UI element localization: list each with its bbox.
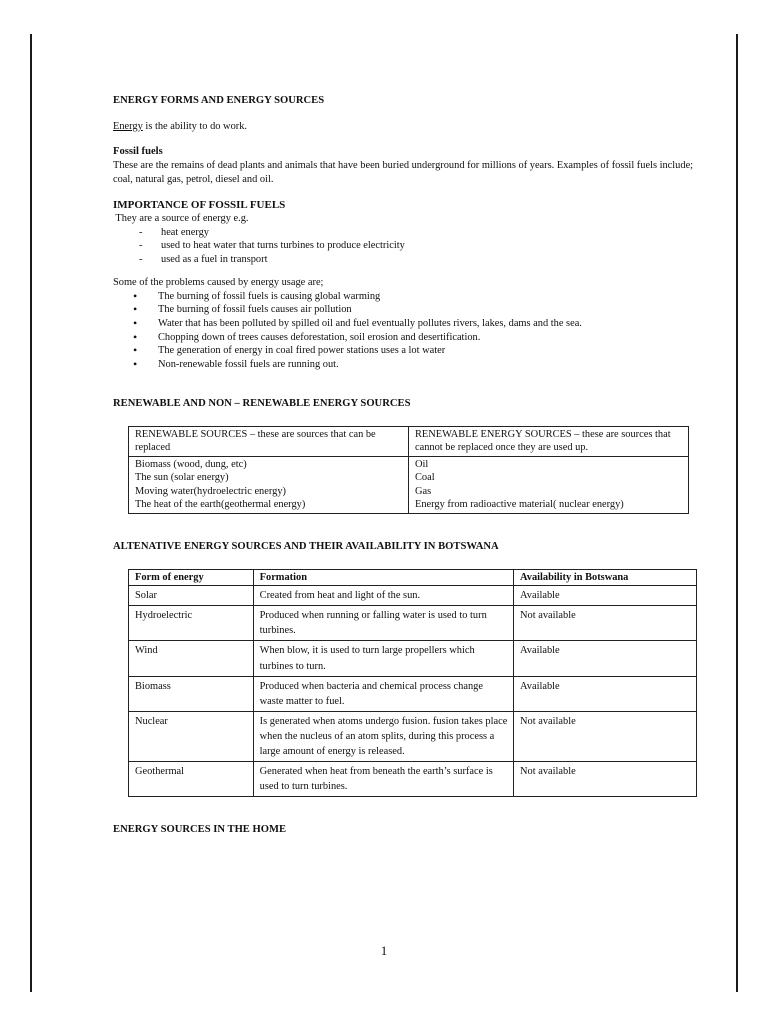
table-cell: RENEWABLE SOURCES – these are sources that can be replaced	[129, 426, 409, 456]
cell-line: The sun (solar energy)	[135, 472, 229, 484]
list-item: - heat energy	[113, 226, 698, 240]
table-cell: Wind	[129, 641, 254, 676]
table-cell: Created from heat and light of the sun.	[253, 586, 513, 606]
cell-line: Gas	[415, 485, 432, 497]
importance-intro: They are a source of energy e.g.	[113, 213, 249, 225]
alternative-heading: ALTENATIVE ENERGY SOURCES AND THEIR AVAILABILITY IN BOTSWANA	[113, 540, 499, 552]
page-number: 1	[380, 943, 388, 958]
cell-line: Oil	[415, 458, 429, 470]
table-cell: Not available	[514, 761, 697, 796]
table-row	[129, 711, 697, 761]
energy-definition-text: is the ability to do work.	[142, 120, 248, 132]
list-item: • Non-renewable fossil fuels are running out.	[113, 358, 698, 372]
table-row	[129, 761, 697, 796]
table-cell	[409, 456, 689, 513]
table-row	[129, 426, 689, 456]
home-energy-heading: ENERGY SOURCES IN THE HOME	[113, 824, 287, 836]
table-cell: Nuclear	[129, 711, 254, 761]
cell-line: Energy from radioactive material( nuclear energy)	[415, 499, 624, 511]
table-cell: Hydroelectric	[129, 606, 254, 641]
importance-list	[113, 226, 698, 267]
table-cell: Available	[514, 676, 697, 711]
table-cell: Produced when bacteria and chemical process change waste matter to fuel.	[253, 676, 513, 711]
list-item: • Water that has been polluted by spilled oil and fuel eventually pollutes rivers, lakes, dams and the sea.	[113, 317, 698, 331]
table-cell: Available	[514, 586, 697, 606]
problems-intro: Some of the problems caused by energy usage are;	[113, 277, 324, 289]
table-cell: Generated when heat from beneath the earth’s surface is used to turn turbines.	[253, 761, 513, 796]
table-cell: Geothermal	[129, 761, 254, 796]
cell-line: Coal	[415, 472, 435, 484]
energy-definition	[113, 120, 698, 134]
fossil-fuels-heading: Fossil fuels	[113, 146, 163, 158]
table-cell: Not available	[514, 711, 697, 761]
problems-list	[113, 290, 698, 371]
table-cell: Solar	[129, 586, 254, 606]
table-row	[129, 676, 697, 711]
renewable-table	[128, 426, 689, 514]
list-item: • Chopping down of trees causes deforestation, soil erosion and desertification.	[113, 331, 698, 345]
column-header: Availability in Botswana	[514, 569, 697, 586]
cell-line: Moving water(hydroelectric energy)	[135, 485, 286, 497]
table-row	[129, 606, 697, 641]
table-cell: When blow, it is used to turn large propellers which turbines to turn.	[253, 641, 513, 676]
importance-heading: IMPORTANCE OF FOSSIL FUELS	[113, 199, 286, 212]
table-header-row	[129, 569, 697, 586]
table-cell: Not available	[514, 606, 697, 641]
document-page	[113, 94, 698, 837]
table-row	[129, 641, 697, 676]
list-item: - used as a fuel in transport	[113, 253, 698, 267]
list-item: • The burning of fossil fuels is causing global warming	[113, 290, 698, 304]
table-row	[129, 456, 689, 513]
left-margin-line	[30, 34, 32, 992]
document-title: ENERGY FORMS AND ENERGY SOURCES	[113, 95, 325, 106]
table-cell: Is generated when atoms undergo fusion. fusion takes place when the nucleus of an atom splits, during this process a large amount of energy is released.	[253, 711, 513, 761]
energy-term: Energy	[113, 120, 143, 132]
column-header: Formation	[253, 569, 513, 586]
column-header: Form of energy	[129, 569, 254, 586]
table-row	[129, 586, 697, 606]
alternative-table	[128, 569, 697, 797]
table-cell	[129, 456, 409, 513]
renewable-heading: RENEWABLE AND NON – RENEWABLE ENERGY SOURCES	[113, 398, 411, 410]
list-item: • The burning of fossil fuels causes air pollution	[113, 303, 698, 317]
table-cell: Produced when running or falling water is used to turn turbines.	[253, 606, 513, 641]
list-item: • The generation of energy in coal fired power stations uses a lot water	[113, 344, 698, 358]
right-margin-line	[736, 34, 738, 992]
cell-line: The heat of the earth(geothermal energy)	[135, 499, 306, 511]
cell-line: Biomass (wood, dung, etc)	[135, 458, 247, 470]
table-cell: RENEWABLE ENERGY SOURCES – these are sources that cannot be replaced once they are used up.	[409, 426, 689, 456]
table-cell: Biomass	[129, 676, 254, 711]
table-cell: Available	[514, 641, 697, 676]
fossil-fuels-text: These are the remains of dead plants and animals that have been buried underground for millions of years. Examples of fossil fuels include; coal, natural gas, petrol, diesel and oil.	[113, 160, 694, 185]
list-item: - used to heat water that turns turbines to produce electricity	[113, 239, 698, 253]
